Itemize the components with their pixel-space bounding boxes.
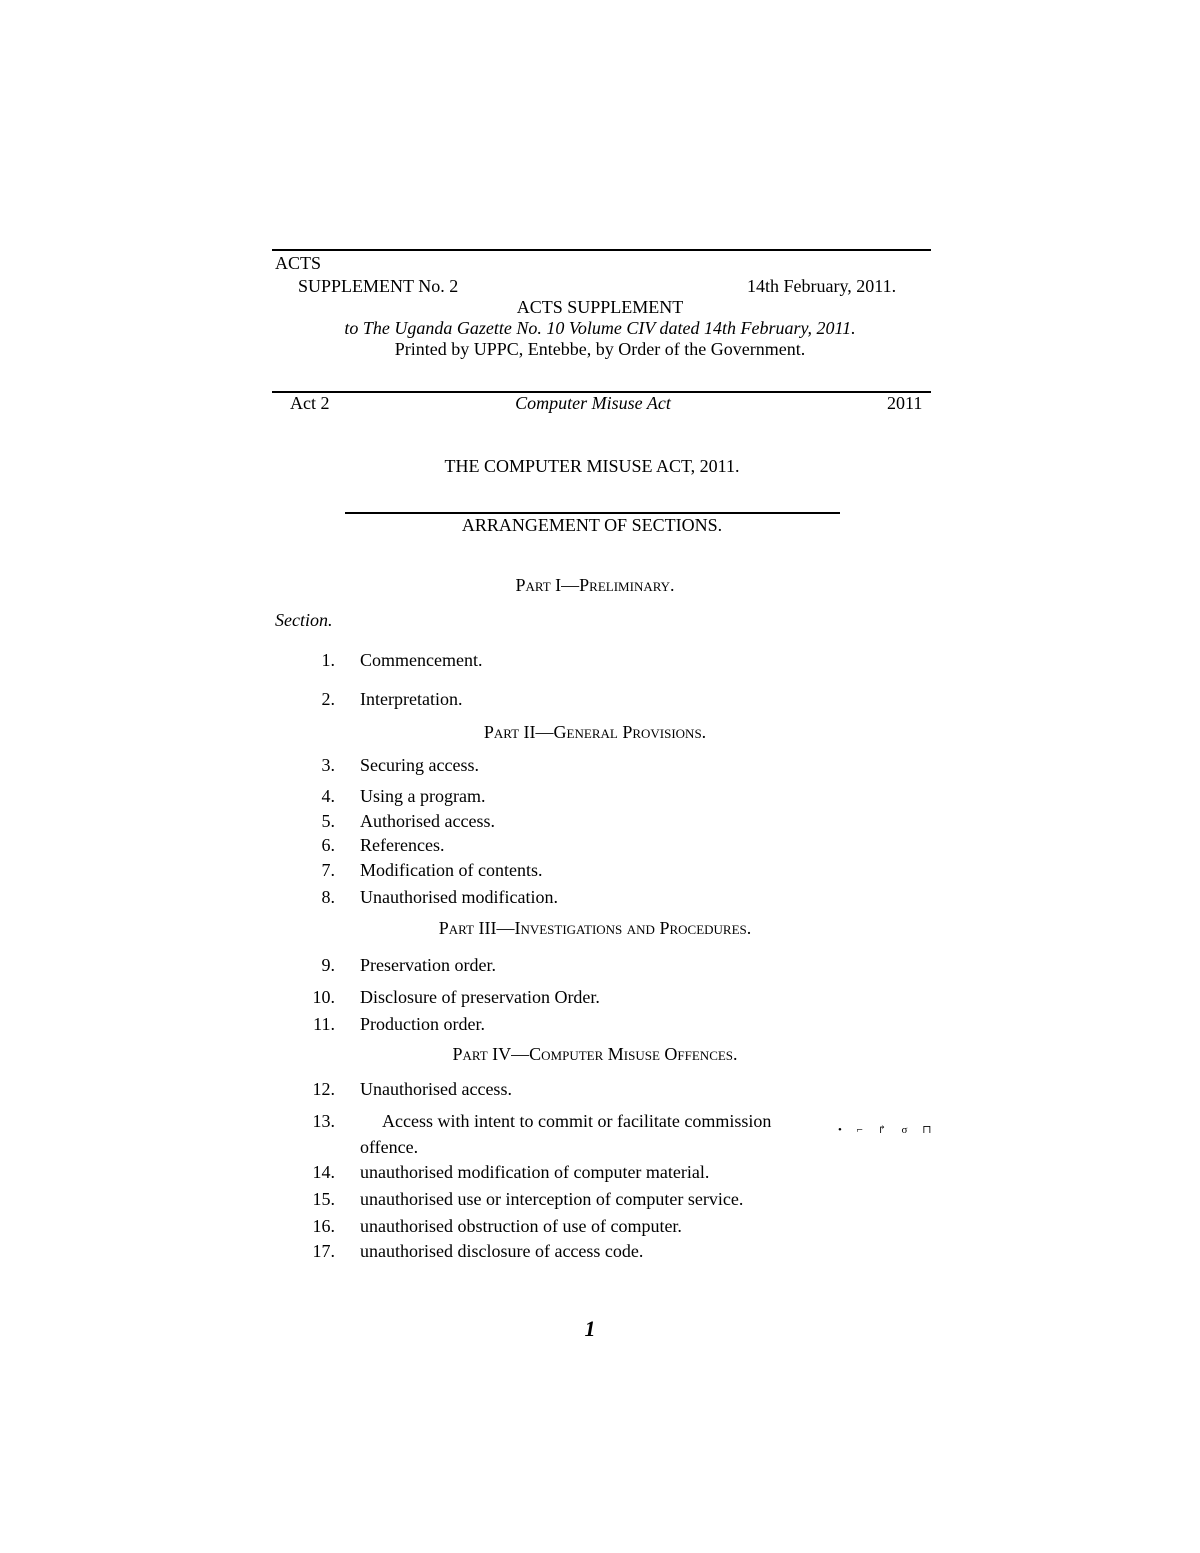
section-title: unauthorised disclosure of access code.	[360, 1241, 644, 1261]
section-number: 11.	[313, 1014, 335, 1034]
section-number: 2.	[321, 689, 335, 709]
section-number: 7.	[321, 860, 335, 880]
part-1-heading: Part I—Preliminary.	[515, 575, 675, 595]
section-number: 15.	[312, 1189, 335, 1209]
section-title: Disclosure of preservation Order.	[360, 987, 600, 1007]
running-header-title: Computer Misuse Act	[515, 393, 671, 413]
arrangement-heading: ARRANGEMENT OF SECTIONS.	[461, 515, 723, 535]
section-number: 17.	[312, 1241, 335, 1261]
act-title: THE COMPUTER MISUSE ACT, 2011.	[444, 456, 740, 476]
masthead-acts-supplement: ACTS SUPPLEMENT	[516, 297, 684, 317]
section-number: 8.	[321, 887, 335, 907]
section-title: Unauthorised modification.	[360, 887, 558, 907]
masthead-supplement-number: SUPPLEMENT No. 2	[298, 276, 459, 296]
section-title: Authorised access.	[360, 811, 495, 831]
section-title: Interpretation.	[360, 689, 463, 709]
masthead-gazette-line: to The Uganda Gazette No. 10 Volume CIV dated 14th February, 2011.	[344, 318, 856, 338]
section-title: Securing access.	[360, 755, 479, 775]
running-header-year: 2011	[887, 393, 923, 413]
part-3-heading: Part III—Investigations and Procedures.	[438, 918, 752, 938]
section-title: Preservation order.	[360, 955, 496, 975]
section-title: Unauthorised access.	[360, 1079, 512, 1099]
section-number: 9.	[321, 955, 335, 975]
section-number: 14.	[312, 1162, 335, 1182]
section-number: 6.	[321, 835, 335, 855]
masthead-date: 14th February, 2011.	[747, 276, 897, 296]
part-4-heading: Part IV—Computer Misuse Offences.	[452, 1044, 738, 1064]
running-header-act: Act 2	[290, 393, 330, 413]
section-number: 13.	[312, 1111, 335, 1131]
section-title-continued: offence.	[360, 1137, 419, 1157]
section-number: 16.	[312, 1216, 335, 1236]
section-number: 10.	[312, 987, 335, 1007]
section-number: 4.	[321, 786, 335, 806]
masthead-printed-by: Printed by UPPC, Entebbe, by Order of the Government.	[394, 339, 806, 359]
section-title: Production order.	[360, 1014, 485, 1034]
section-number: 1.	[321, 650, 335, 670]
section-title: Using a program.	[360, 786, 486, 806]
section-number: 12.	[312, 1079, 335, 1099]
section-title: unauthorised use or interception of computer service.	[360, 1189, 744, 1209]
masthead-top-rule	[272, 249, 931, 251]
section-title: Access with intent to commit or facilitate commission	[382, 1111, 772, 1131]
section-title: unauthorised obstruction of use of computer.	[360, 1216, 682, 1236]
part-2-heading: Part II—General Provisions.	[483, 722, 707, 742]
section-title: References.	[360, 835, 445, 855]
section-label: Section.	[275, 610, 333, 630]
arrangement-rule	[345, 512, 840, 514]
section-number: 3.	[321, 755, 335, 775]
page-number: 1	[584, 1316, 596, 1341]
stray-marks: • ⌐ ↱ σ ⊓	[838, 1124, 938, 1136]
section-title: unauthorised modification of computer material.	[360, 1162, 710, 1182]
section-number: 5.	[321, 811, 335, 831]
masthead-acts: ACTS	[275, 253, 322, 273]
section-title: Modification of contents.	[360, 860, 543, 880]
section-title: Commencement.	[360, 650, 483, 670]
